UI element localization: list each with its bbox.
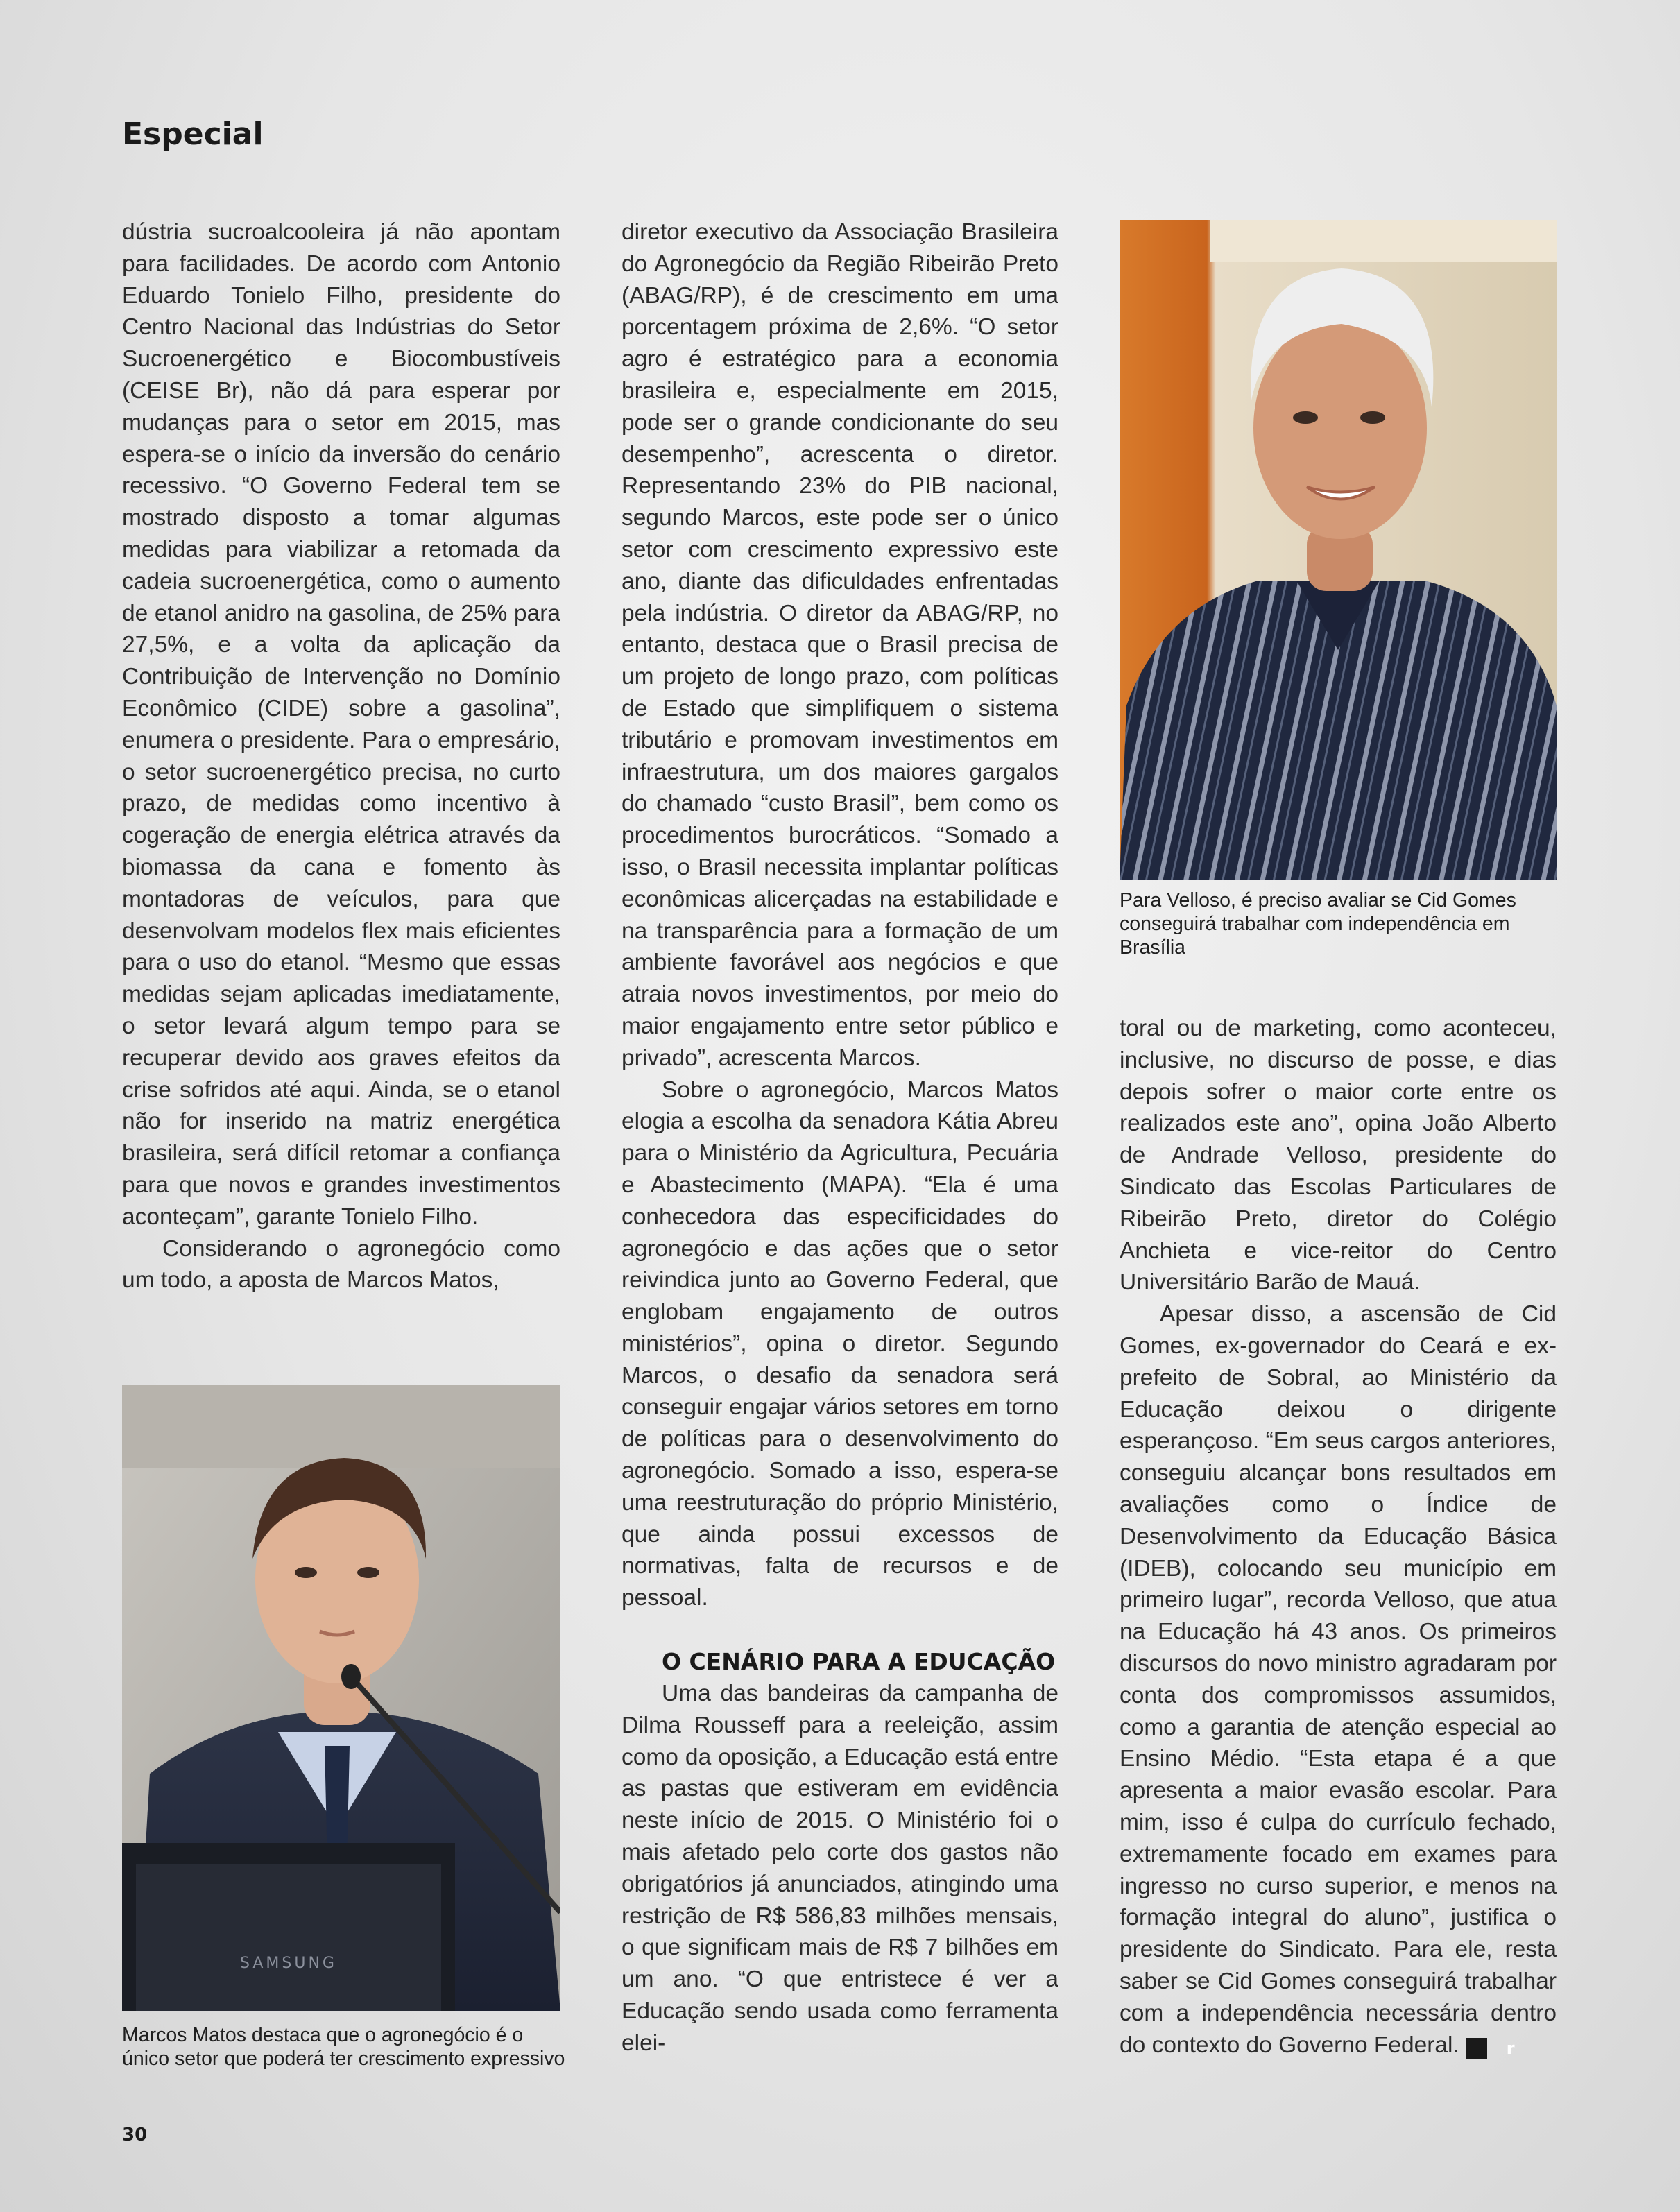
article-column-2 [622, 216, 1058, 2059]
photo-caption: Para Velloso, é preciso avaliar se Cid Gomes conseguirá trabalhar com independência em Brasília [1120, 889, 1516, 959]
monitor-brand-text: SAMSUNG [240, 1955, 337, 1972]
section-label: Especial [122, 117, 264, 152]
paragraph: dústria sucroalcooleira já não apontam para facilidades. De acordo com Antonio Eduardo Tonielo Filho, presidente do Centro Nacional das Indústrias do Setor Sucroenergético e Biocombustíveis (CEISE Br), não dá para esperar por mudanças para o setor em 2015, mas espera-se o início da inversão do cenário recessivo. “O Governo Federal tem se mostrado disposto a tomar algumas medidas para viabilizar a retomada da cadeia sucroenergética, como o aumento de etanol anidro na gasolina, de 25% para 27,5%, e a volta da aplicação da Contribuição de Intervenção no Domínio Econômico (CIDE) sobre a gasolina”, enumera o presidente. Para o empresário, o setor sucroenergético precisa, no curto prazo, de medidas como incentivo à cogeração de energia elétrica através da biomassa da cana e fomento às montadoras de veículos, para que desenvolvam modelos flex mais eficientes para o uso do etanol. “Mesmo que essas medidas sejam aplicadas imediatamente, o setor levará algum tempo para se recuperar devido aos graves efeitos da crise sofridos até aqui. Ainda, se o etanol não for inserido na matriz energética brasileira, será difícil retomar a confiança para que novos e grandes investimentos aconteçam”, garante Tonielo Filho. [122, 219, 560, 1230]
photo-caption: Marcos Matos destaca que o agronegócio é o único setor que poderá ter crescimento expressivo [122, 2024, 565, 2070]
end-of-article-icon: r [1466, 2038, 1487, 2059]
paragraph: toral ou de marketing, como aconteceu, inclusive, no discurso de posse, e dias depois sofrer o maior corte entre os realizados este ano”, opina João Alberto de Andrade Velloso, presidente do Sindicato das Escolas Particulares de Ribeirão Preto, diretor do Colégio Anchieta e vice-reitor do Centro Universitário Barão de Mauá. [1120, 1015, 1557, 1296]
section-heading: O CENÁRIO PARA A EDUCAÇÃO [662, 1648, 1056, 1676]
article-column-3 [1120, 1013, 1557, 2061]
paragraph [1120, 1298, 1557, 2061]
portrait-illustration [122, 1385, 560, 2011]
paragraph: Considerando o agronegócio como um todo, a aposta de Marcos Matos, [122, 1235, 560, 1294]
paragraph-text: Apesar disso, a ascensão de Cid Gomes, ex-governador do Ceará e ex-prefeito de Sobral, ao Ministério da Educação deixou o dirigente esperançoso. “Em seus cargos anteriores, conseguiu alcançar bons resultados em avaliações como o Índice de Desenvolvimento da Educação Básica (IDEB), colocando seu município em primeiro lugar”, recorda Velloso, que atua na Educação há 43 anos. Os primeiros discursos do novo ministro agradaram por conta dos compromissos assumidos, como a garantia de atenção especial ao Ensino Médio. “Esta etapa é a que apresenta a maior evasão escolar. Para mim, isso é culpa do currículo fechado, extremamente focado em exames para ingresso no curso superior, e menos na formação integral do aluno”, justifica o presidente do Sindicato. Para ele, resta saber se Cid Gomes conseguirá trabalhar com a independência necessária dentro do contexto do Governo Federal. [1120, 1301, 1557, 2058]
paragraph: diretor executivo da Associação Brasileira do Agronegócio da Região Ribeirão Preto (ABAG/RP), é de crescimento em uma porcentagem próxima de 2,6%. “O setor agro é estratégico para a economia brasileira e, especialmente em 2015, pode ser o grande condicionante do seu desempenho”, acrescenta o diretor. Representando 23% do PIB nacional, segundo Marcos, este pode ser o único setor com crescimento expressivo este ano, diante das dificuldades enfrentadas pela indústria. O diretor da ABAG/RP, no entanto, destaca que o Brasil precisa de um projeto de longo prazo, com políticas de Estado que simplifiquem o sistema tributário e promovam investimentos em infraestrutura, um dos maiores gargalos do chamado “custo Brasil”, bem como os procedimentos burocráticos. “Somado a isso, o Brasil necessita implantar políticas econômicas alicerçadas na estabilidade e na transparência para a formação de um ambiente favorável aos negócios e que atraia novos investimentos, por meio do maior engajamento entre setor público e privado”, acrescenta Marcos. [622, 219, 1058, 1071]
photo-velloso [1120, 220, 1557, 880]
paragraph: Uma das bandeiras da campanha de Dilma Rousseff para a reeleição, assim como da oposição, a Educação está entre as pastas que estiveram em evidência neste início de 2015. O Ministério foi o mais afetado pelo corte dos gastos não obrigatórios já anunciados, atingindo uma restrição de R$ 586,83 milhões mensais, o que significam mais de R$ 7 bilhões em um ano. “O que entristece é ver a Educação sendo usada como ferramenta elei- [622, 1681, 1058, 2056]
article-column-1 [122, 216, 560, 1296]
portrait-illustration [1120, 220, 1557, 880]
paragraph: Sobre o agronegócio, Marcos Matos elogia a escolha da senadora Kátia Abreu para o Ministério da Agricultura, Pecuária e Abastecimento (MAPA). “Ela é uma conhecedora das especificidades do agronegócio e das ações que o setor reivindica junto ao Governo Federal, que englobam engajamento de outros ministérios”, opina o diretor. Segundo Marcos, o desafio da senadora será conseguir engajar vários setores em torno de políticas para o desenvolvimento do agronegócio. Somado a isso, espera-se uma reestruturação do próprio Ministério, que ainda possui excessos de normativas, falta de recursos e de pessoal. [622, 1077, 1058, 1611]
photo-marcos-matos [122, 1385, 560, 2011]
page-number: 30 [122, 2125, 148, 2145]
